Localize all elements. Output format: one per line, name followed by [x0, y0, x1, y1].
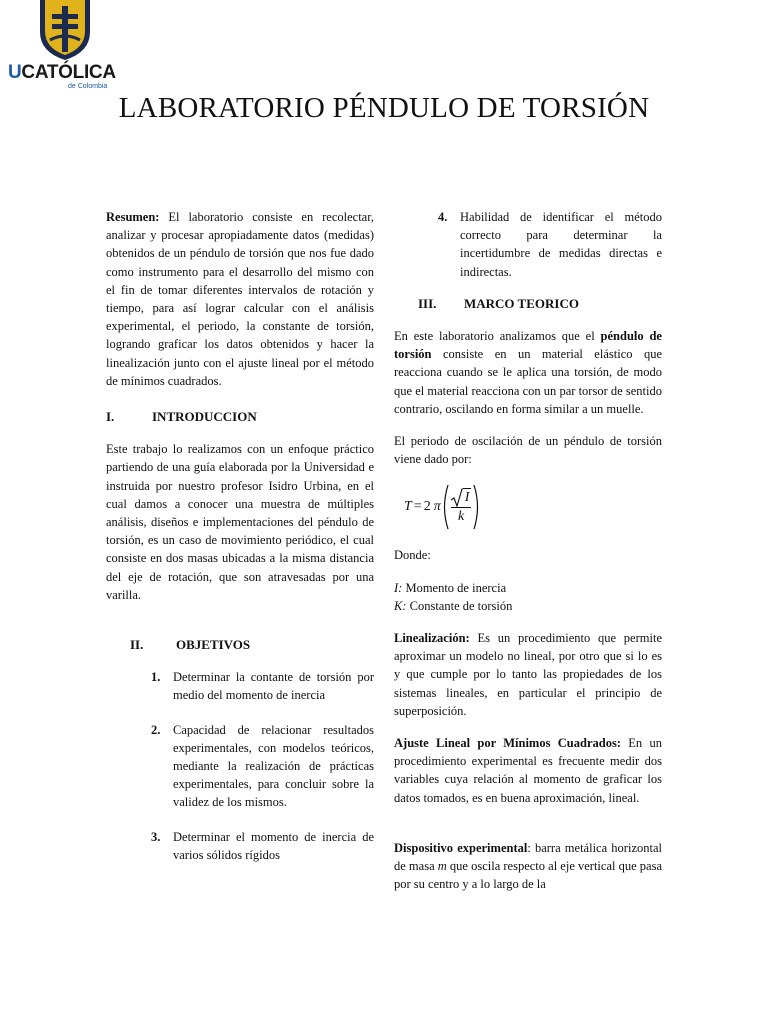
section-heading-objectives: II. OBJETIVOS	[130, 637, 251, 653]
theory-paragraph-1: En este laboratorio analizamos que el péndulo de torsión consiste en un material elástico que reacciona cuando se le aplica una torsión, de modo que el material reacciona con un par torsor de sentido contrario, oscilando en forma similar a un muelle.	[394, 329, 662, 416]
list-item: 4. Habilidad de identificar el método correcto para determinar la incertidumbre de medidas directas e indirectas.	[438, 210, 662, 279]
period-formula: T = 2 π I k	[404, 482, 662, 532]
abstract-label: Resumen:	[106, 210, 160, 224]
least-squares-paragraph: Ajuste Lineal por Mínimos Cuadrados: En un procedimiento experimental es frecuente medir dos variables cuya relación al momento de graficar los datos tomados, es en buena aproximación, lineal.	[394, 736, 662, 805]
right-column	[394, 208, 662, 893]
definition-inertia: I: Momento de inercia	[394, 580, 507, 595]
linearization-paragraph: Linealización: Es un procedimiento que permite aproximar un modelo no lineal, por otro que si lo es y que cumple por lo tanto las propiedades de los sistemas lineales, en particular el principio de superposición.	[394, 631, 662, 718]
left-paren-icon	[441, 484, 449, 530]
university-logo	[6, 0, 124, 96]
list-item: 3. Determinar el momento de inercia de varios sólidos rígidos	[151, 829, 374, 862]
list-item: 2. Capacidad de relacionar resultados experimentales, con modelos teóricos, mediante la realización de prácticas experimentales, para concluir sobre la validez de los mismos.	[151, 722, 374, 810]
abstract	[106, 208, 374, 390]
document-title: LABORATORIO PÉNDULO DE TORSIÓN	[118, 92, 650, 124]
list-item: 1. Determinar la contante de torsión por medio del momento de inercia	[151, 670, 374, 703]
objectives-list-continued	[394, 208, 662, 281]
fraction: I k	[451, 488, 472, 526]
abstract-text: El laboratorio consiste en recolectar, analizar y procesar apropiadamente datos (medidas) obtenidos de un péndulo de torsión que nos fue dado como instrumento para el desarrollo del mismo con el fin de tomar diferentes intervalos de rotación y tiempo, para así lograr calcular con el análisis experimental, el periodo, la constante de torsión, logrando graficar los datos obtenidos y hacer la linealización junto con el ajuste lineal por el método de mínimos cuadrados.	[106, 210, 375, 388]
left-column	[106, 208, 374, 864]
right-paren-icon	[473, 484, 481, 530]
theory-paragraph-2: El periodo de oscilación de un péndulo de torsión viene dado por:	[394, 434, 662, 467]
definition-torsion-constant: K: Constante de torsión	[394, 598, 513, 613]
sqrt-icon	[451, 489, 463, 507]
shield-cross-icon	[38, 0, 92, 62]
section-heading-theory: III. MARCO TEORICO	[418, 295, 579, 311]
logo-wordmark: UCATÓLICA	[8, 62, 116, 83]
section-heading-intro: I. INTRODUCCION	[106, 409, 257, 425]
definitions	[394, 579, 662, 615]
logo-subtitle: de Colombia	[68, 83, 108, 90]
device-paragraph: Dispositivo experimental: barra metálica horizontal de masa m que oscila respecto al eje vertical que pasa por su centro y a lo largo de la	[394, 840, 662, 892]
intro-paragraph: Este trabajo lo realizamos con un enfoque práctico partiendo de una guía elaborada por la Universidad e instruida por nuestro profesor Isidro Urbina, en el cual damos a conocer una muestra de múltiples análisis, diseños e implementaciones del péndulo de torsión, es un caso de movimiento periódico, el cual consiste en dos masas ubicadas a la misma distancia del eje de rotación, que son atravesadas por una varilla.	[106, 442, 374, 602]
objectives-list	[106, 668, 374, 864]
donde-label: Donde:	[394, 548, 431, 563]
